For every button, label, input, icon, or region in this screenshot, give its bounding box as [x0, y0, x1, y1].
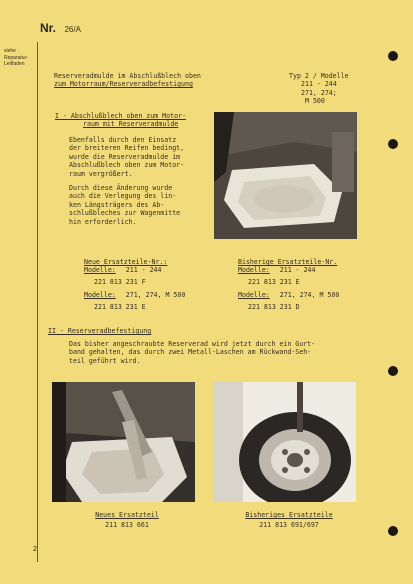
section1-para1: [69, 136, 184, 178]
page-number: 2: [33, 546, 37, 553]
model-label: Modelle:: [84, 266, 116, 275]
sidebar-note-line: siehe: [4, 48, 16, 54]
photo-engine-compartment-image: [214, 112, 357, 239]
type-line-1: Typ 2 / Modelle: [289, 72, 349, 80]
para-line: band gehalten, das durch zwei Metall-Laschen am Rückwand-Seh-: [69, 348, 312, 357]
para-line: teil geführt wird.: [69, 356, 141, 365]
doc-number: [40, 19, 81, 37]
punch-hole: [388, 51, 398, 61]
model-label: Modelle:: [238, 266, 270, 275]
caption-new-part: 211 813 661: [105, 521, 149, 530]
section1-heading-line-2: raum mit Reserveradmulde: [83, 120, 179, 129]
model-label: Modelle:: [84, 291, 116, 300]
parts-new-model2: [84, 291, 185, 299]
parts-old-model1: [238, 266, 339, 274]
parts-new-heading: Neue Ersatzteile-Nr.:: [84, 258, 168, 266]
title: [54, 72, 201, 89]
photo-old-mount: [213, 382, 356, 502]
parts-new-part1: 221 813 231 F: [94, 277, 146, 286]
parts-old-part1: 221 813 231 E: [248, 277, 300, 286]
title-line-1: Reserveradmulde im Abschlußblech oben: [54, 72, 201, 80]
para-line: der breiteren Reifen bedingt,: [69, 144, 185, 153]
model-value: 211 - 244: [125, 266, 162, 275]
para-line: Durch diese Änderung wurde: [69, 184, 173, 192]
punch-hole: [388, 526, 398, 536]
parts-old: [238, 258, 339, 311]
sidebar-note-line: Leitfaden: [4, 61, 25, 67]
caption-new: [82, 511, 172, 530]
photo-old-mount-image: [213, 382, 356, 502]
model-label: Modelle:: [238, 291, 270, 300]
type-line-4: M 500: [305, 97, 325, 106]
caption-old-part: 211 813 691/697: [259, 521, 319, 530]
para-line: Abschlußblech oben zum Motor-: [69, 161, 185, 170]
para-line: schlußbleches zur Wagenmitte: [69, 209, 181, 218]
para-line: Das bisher angeschraubte Reserverad wird jetzt durch ein Gurt-: [69, 340, 316, 348]
para-line: ken Längsträgers des Ab-: [69, 200, 165, 209]
photo-new-strap: [52, 382, 195, 502]
section1-para2: [69, 184, 180, 226]
section2-heading: II - Reserveradbefestigung: [48, 327, 152, 335]
section1-heading: [55, 112, 186, 129]
type-line-2: 211 - 244: [301, 80, 337, 89]
sidebar-rule: [37, 42, 38, 562]
section2-para: [69, 340, 315, 365]
punch-hole: [388, 139, 398, 149]
para-line: hin erforderlich.: [69, 217, 137, 226]
parts-new: [84, 258, 185, 311]
type-line-3: 271, 274;: [301, 88, 337, 97]
model-value: 271, 274, M 500: [279, 291, 340, 300]
sidebar-note: [4, 48, 28, 68]
parts-new-model1: [84, 266, 185, 274]
para-line: auch die Verlegung des lin-: [69, 192, 177, 201]
title-line-2: zum Motorraum/Reserveradbefestigung: [54, 80, 193, 89]
type-info: [289, 72, 349, 106]
para-line: wurde die Reserveradmulde im: [69, 152, 181, 161]
model-value: 211 - 244: [279, 266, 316, 275]
para-line: raum vergrößert.: [69, 169, 133, 178]
caption-old-title: Bisheriges Ersatzteile: [245, 511, 333, 519]
caption-new-title: Neues Ersatzteil: [95, 511, 159, 519]
nr-label: Nr.: [40, 21, 57, 35]
model-value: 271, 274, M 500: [125, 291, 186, 300]
sidebar-note-line: Reparatur-: [4, 54, 28, 61]
caption-old: [234, 511, 344, 530]
section1-heading-line-1: I - Abschlußblech oben zum Motor-: [55, 112, 187, 120]
parts-old-part2: 221 813 231 D: [248, 302, 300, 311]
parts-old-model2: [238, 291, 339, 299]
nr-value: 26/A: [64, 25, 81, 34]
parts-old-heading: Bisherige Ersatzteile-Nr.: [238, 258, 338, 266]
parts-new-part2: 221 813 231 E: [94, 302, 146, 311]
punch-hole: [388, 366, 398, 376]
photo-new-strap-image: [52, 382, 195, 502]
photo-engine-compartment: [214, 112, 357, 239]
para-line: Ebenfalls durch den Einsatz: [69, 136, 177, 144]
